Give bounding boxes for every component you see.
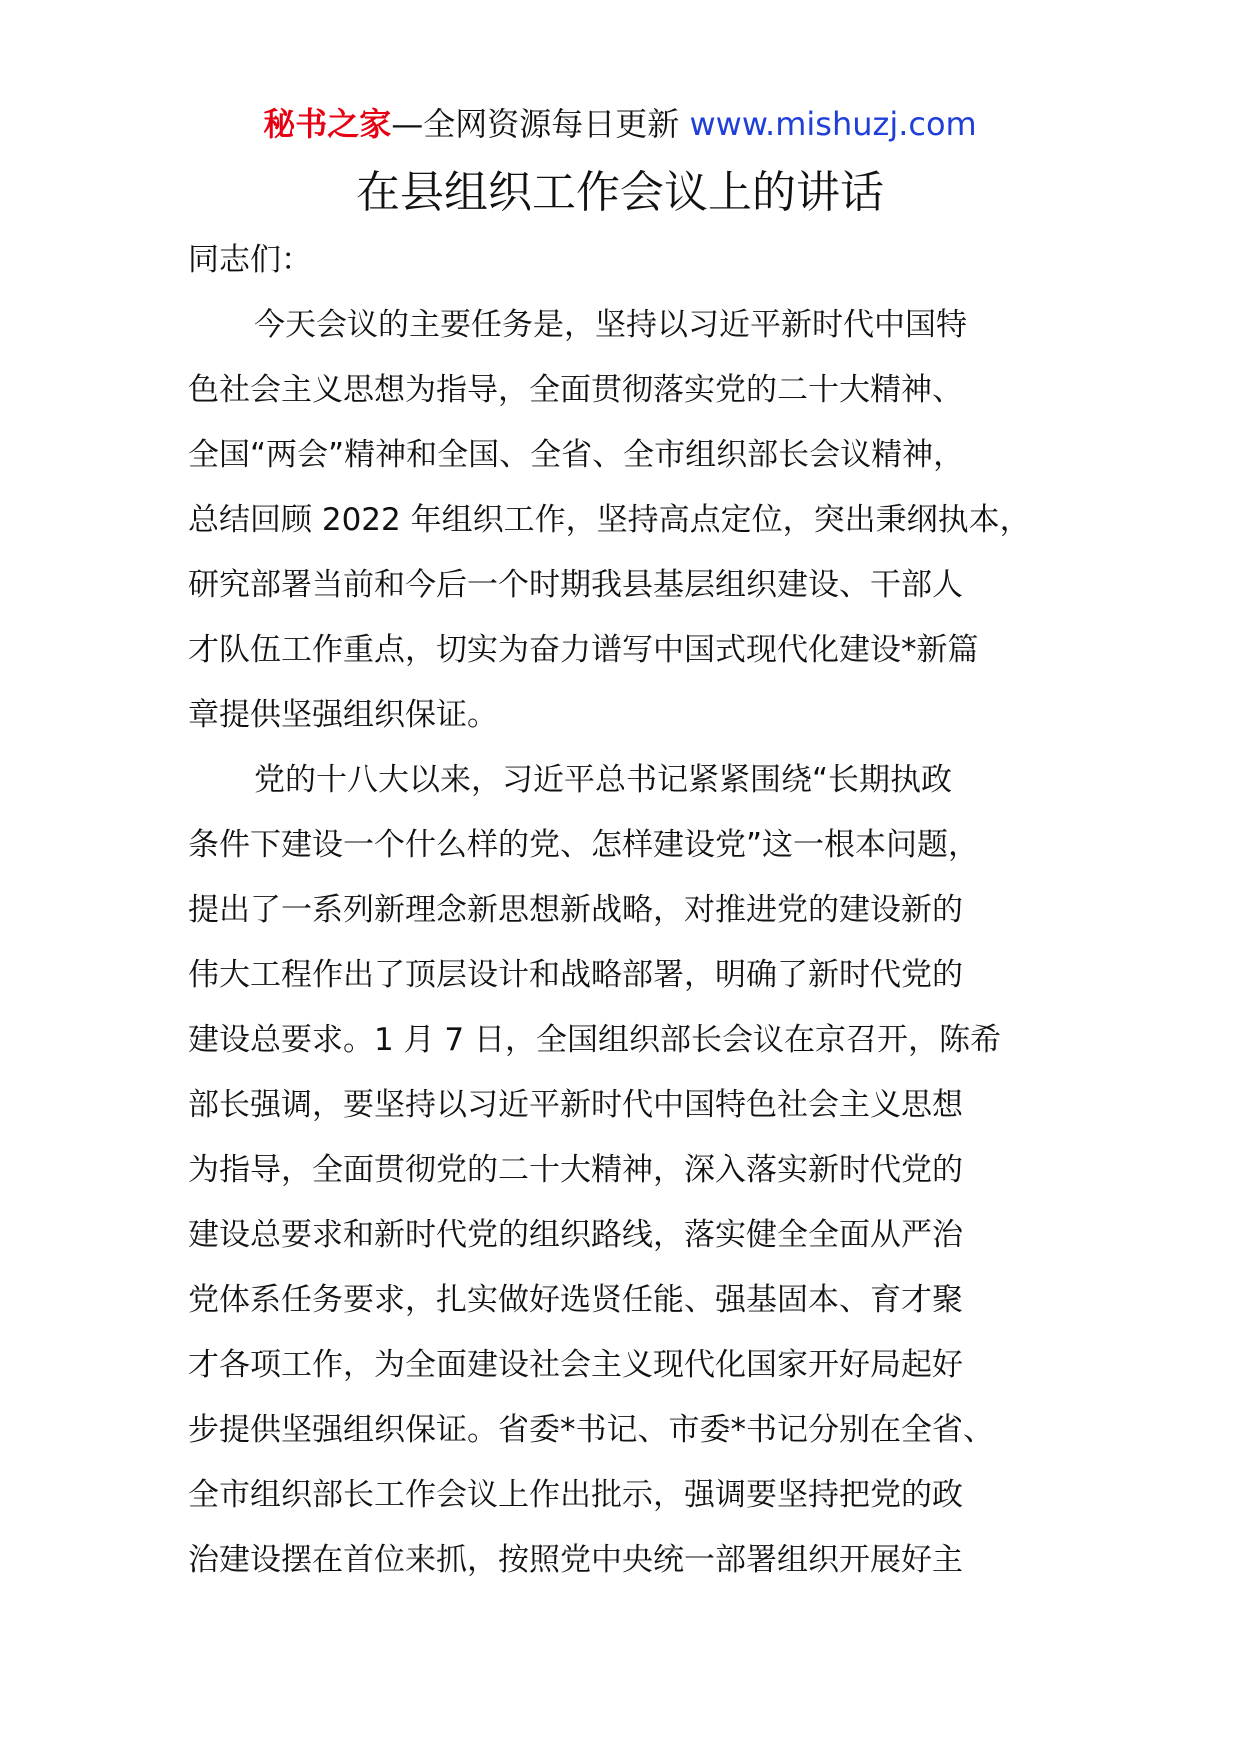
- paragraph-line: 条件下建设一个什么样的党、怎样建设党”这一根本问题，: [188, 827, 980, 863]
- site-url-link[interactable]: www.mishuzj.com: [689, 105, 977, 143]
- paragraph-line: 色社会主义思想为指导，全面贯彻落实党的二十大精神、: [188, 372, 963, 408]
- brand-name: 秘书之家: [263, 105, 392, 143]
- paragraph-line: 建设总要求和新时代党的组织路线，落实健全全面从严治: [188, 1217, 963, 1253]
- paragraph-line: 才队伍工作重点，切实为奋力谱写中国式现代化建设*新篇: [188, 632, 979, 668]
- paragraph-line: 才各项工作，为全面建设社会主义现代化国家开好局起好: [188, 1347, 963, 1383]
- paragraph-line: 伟大工程作出了顶层设计和战略部署，明确了新时代党的: [188, 957, 963, 993]
- document-title: 在县组织工作会议上的讲话: [356, 167, 884, 218]
- paragraph-line: 为指导，全面贯彻党的二十大精神，深入落实新时代党的: [188, 1152, 963, 1188]
- paragraph-line: 总结回顾 2022 年组织工作，坚持高点定位，突出秉纲执本，: [188, 502, 1031, 538]
- paragraph-line: 章提供坚强组织保证。: [188, 697, 498, 733]
- paragraph-line: 今天会议的主要任务是，坚持以习近平新时代中国特: [254, 307, 967, 343]
- paragraph-line: 建设总要求。1 月 7 日，全国组织部长会议在京召开，陈希: [188, 1022, 1002, 1058]
- paragraph-line: 治建设摆在首位来抓，按照党中央统一部署组织开展好主: [188, 1542, 963, 1578]
- paragraph-line: 党体系任务要求，扎实做好选贤任能、强基固本、育才聚: [188, 1282, 963, 1318]
- paragraph-line: 研究部署当前和今后一个时期我县基层组织建设、干部人: [188, 567, 963, 603]
- paragraph-line: 提出了一系列新理念新思想新战略，对推进党的建设新的: [188, 892, 963, 928]
- paragraph-line: 全市组织部长工作会议上作出批示，强调要坚持把党的政: [188, 1477, 963, 1513]
- paragraph-line: 部长强调，要坚持以习近平新时代中国特色社会主义思想: [188, 1087, 963, 1123]
- site-banner: [0, 100, 1240, 148]
- paragraph-line: 全国“两会”精神和全国、全省、全市组织部长会议精神，: [188, 437, 965, 473]
- paragraph-line: 步提供坚强组织保证。省委*书记、市委*书记分别在全省、: [188, 1412, 994, 1448]
- paragraph-line: 党的十八大以来，习近平总书记紧紧围绕“长期执政: [254, 762, 953, 798]
- document-body: [188, 228, 1088, 1593]
- paragraph-1: [188, 293, 1088, 748]
- banner-tagline: —全网资源每日更新: [391, 105, 690, 143]
- salutation: 同志们：: [188, 242, 312, 278]
- paragraph-2: [188, 748, 1088, 1593]
